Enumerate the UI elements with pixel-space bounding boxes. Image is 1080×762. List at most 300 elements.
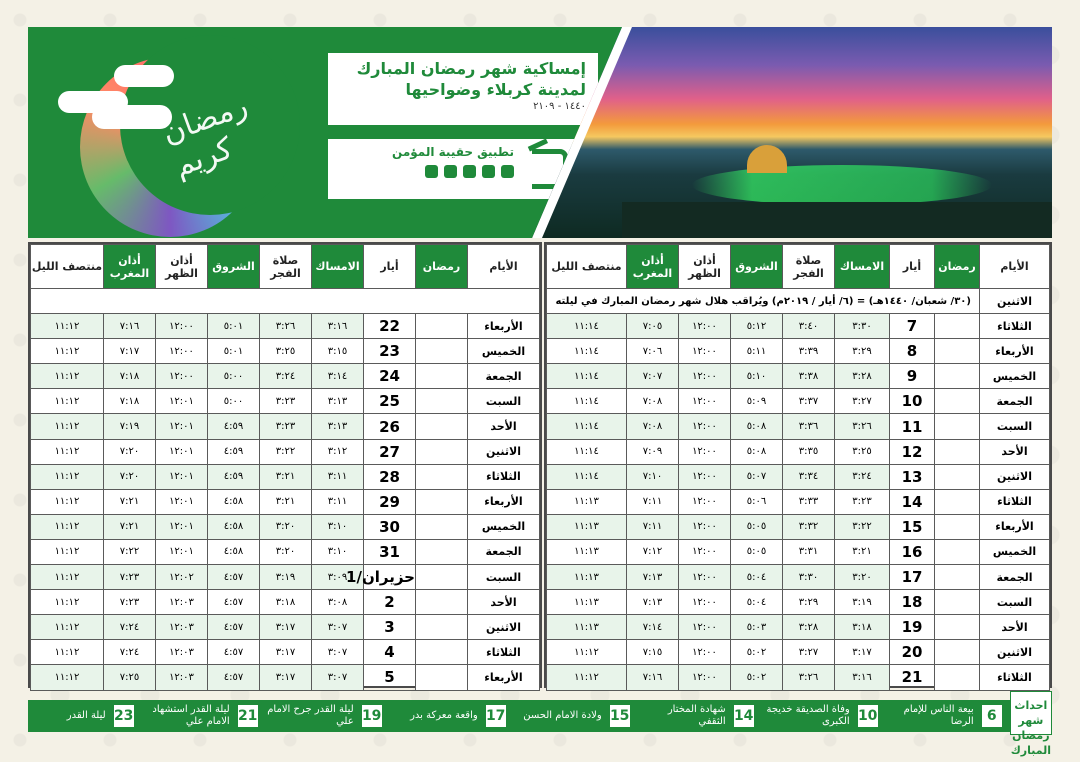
cell-midnight: ١١:١٢ [547,640,627,665]
google-play-icon[interactable] [501,165,514,178]
col-maghrib: أذان المغرب [104,245,156,289]
cell-ramadan [416,640,468,665]
telegram-icon[interactable] [425,165,438,178]
cell-dhuhr: ١٢:٠١ [156,514,208,539]
moon-sighting-note: (٣٠/ شعبان/ ١٤٤٠هـ) = (٦/ أيار / ٢٠١٩م) ويُراقب هلال شهر رمضان المبارك في ليلته [547,289,980,314]
event-text: ليلة القدر [66,710,106,721]
cell-ayar: 13 [890,464,935,489]
cell-midnight: ١١:١٢ [31,590,104,615]
cell-midnight: ١١:١٢ [31,615,104,640]
cell-maghrib: ٧:٠٧ [627,364,679,389]
table-row [31,514,540,539]
cell-ayar: 23 [364,339,416,364]
cell-maghrib: ٧:٠٥ [627,314,679,339]
cell-fajr: ٣:٣٣ [783,489,835,514]
cell-maghrib: ٧:١١ [627,514,679,539]
event-day-number: 21 [238,705,258,727]
cell-imsak: ٣:١٣ [312,389,364,414]
col-maghrib: أذان المغرب [627,245,679,289]
col-fajr: صلاة الفجر [260,245,312,289]
cell-midnight: ١١:١٣ [547,489,627,514]
cell-day: الثلاثاء [980,489,1050,514]
cell-day: الاثنين [468,615,540,640]
cell-maghrib: ٧:٢٣ [104,565,156,590]
cell-day: الخميس [980,364,1050,389]
cell-dhuhr: ١٢:٠١ [156,539,208,564]
cell-fajr: ٣:٢٢ [260,439,312,464]
cell-ramadan [416,615,468,640]
cell-maghrib: ٧:١٣ [627,565,679,590]
event-day-number: 14 [734,705,754,727]
event-item [510,700,634,732]
cell-imsak: ٣:٢٨ [835,364,890,389]
cell-midnight: ١١:١٢ [31,640,104,665]
cell-midnight: ١١:١٤ [547,339,627,364]
cell-ramadan [416,314,468,339]
cell-imsak: ٣:٢٧ [835,389,890,414]
cell-midnight: ١١:١٤ [547,389,627,414]
cell-dhuhr: ١٢:٠٠ [679,439,731,464]
cell-fajr: ٣:٢٦ [260,314,312,339]
cell-shurooq: ٤:٥٨ [208,489,260,514]
cell-ramadan [935,565,980,590]
cell-day: الجمعة [980,565,1050,590]
cell-ayar: 14 [890,489,935,514]
cell-dhuhr: ١٢:٠١ [156,389,208,414]
table-row [547,615,1050,640]
cell-maghrib: ٧:٠٦ [627,339,679,364]
cell-midnight: ١١:١٣ [547,565,627,590]
cell-shurooq: ٥:٠٨ [731,414,783,439]
cell-shurooq: ٤:٥٩ [208,439,260,464]
cell-imsak: ٣:٢٤ [835,464,890,489]
cell-maghrib: ٧:١٩ [104,414,156,439]
cell-day: الأحد [468,414,540,439]
table-row [547,514,1050,539]
cell-day: السبت [468,389,540,414]
event-item [138,700,262,732]
cell-day: الثلاثاء [980,314,1050,339]
table-row [31,439,540,464]
cell-ramadan [416,439,468,464]
cell-midnight: ١١:١٢ [31,439,104,464]
cell-imsak: ٣:١٤ [312,364,364,389]
cell-ayar: 16 [890,539,935,564]
cell-ayar: 18 [890,590,935,615]
shrine-dome [747,145,787,173]
cell-ramadan [416,489,468,514]
cell-ayar: 11 [890,414,935,439]
cell-day: الثلاثاء [980,665,1050,690]
cell-ayar: 17 [890,565,935,590]
cell-ramadan [416,514,468,539]
cell-imsak: ٣:٢١ [835,539,890,564]
app-promo [328,139,578,199]
col-midnight: منتصف الليل [31,245,104,289]
cell-maghrib: ٧:١٤ [627,615,679,640]
cell-dhuhr: ١٢:٠٠ [679,364,731,389]
event-item [758,700,882,732]
cell-maghrib: ٧:٢٠ [104,464,156,489]
event-text: شهادة المختار الثقفي [667,704,726,727]
table-row [31,615,540,640]
app-name: تطبيق حقيبة المؤمن [392,145,514,159]
col-shurooq: الشروق [731,245,783,289]
cell-dhuhr: ١٢:٠٠ [679,640,731,665]
cell-dhuhr: ١٢:٠٠ [679,389,731,414]
col-ramadan: رمضان [935,245,980,289]
cell-maghrib: ٧:٠٩ [627,439,679,464]
col-imsak: الامساك [835,245,890,289]
cell-midnight: ١١:١٢ [31,539,104,564]
cell-imsak: ٣:١٥ [312,339,364,364]
cell-ramadan [416,539,468,564]
cell-ayar: 5 [364,665,416,690]
cell-fajr: ٣:٢٥ [260,339,312,364]
cell-ayar: 27 [364,439,416,464]
cell-dhuhr: ١٢:٠٠ [679,414,731,439]
cell-maghrib: ٧:١٨ [104,389,156,414]
event-day-number: 15 [610,705,630,727]
cell-dhuhr: ١٢:٠٠ [156,339,208,364]
cell-ayar: 31 [364,539,416,564]
cell-day: الأربعاء [468,665,540,690]
cell-day: الأربعاء [980,339,1050,364]
cell-fajr: ٣:٣٠ [783,565,835,590]
cell-shurooq: ٤:٥٩ [208,414,260,439]
cell-ramadan [935,640,980,665]
cell-fajr: ٣:٢٠ [260,539,312,564]
cell-shurooq: ٤:٥٧ [208,565,260,590]
cell-day: الثلاثاء [468,464,540,489]
cloud-icon [114,65,174,87]
col-dhuhr: أذان الظهر [156,245,208,289]
events-footer [28,699,1052,757]
table-row [547,414,1050,439]
cell-shurooq: ٤:٥٨ [208,514,260,539]
cell-midnight: ١١:١٢ [31,364,104,389]
cell-maghrib: ٧:٢٤ [104,615,156,640]
cell-dhuhr: ١٢:٠٠ [679,615,731,640]
cell-imsak: ٣:٠٨ [312,590,364,615]
event-day-number: 10 [858,705,878,727]
cell-ramadan [416,590,468,615]
cell-shurooq: ٤:٥٩ [208,464,260,489]
cell-dhuhr: ١٢:٠١ [156,414,208,439]
table-row [31,389,540,414]
cell-midnight: ١١:١٢ [31,464,104,489]
cell-fajr: ٣:٣٥ [783,439,835,464]
event-text: ليلة القدر استشهاد الامام علي [152,704,230,727]
table-row [31,414,540,439]
cell-shurooq: ٤:٥٨ [208,539,260,564]
cell-midnight: ١١:١٢ [31,665,104,690]
cell-dhuhr: ١٢:٠١ [156,439,208,464]
event-text: واقعة معركة بدر [410,710,478,721]
cell-midnight: ١١:١٢ [31,514,104,539]
cell-dhuhr: ١٢:٠١ [156,464,208,489]
cell-shurooq: ٥:٠٩ [731,389,783,414]
cell-ayar: 30 [364,514,416,539]
cell-ayar: 2 [364,590,416,615]
cell-shurooq: ٥:٠١ [208,314,260,339]
cell-day: الجمعة [468,364,540,389]
cell-day: الجمعة [980,389,1050,414]
cell-shurooq: ٥:٠٧ [731,464,783,489]
cell-maghrib: ٧:٠٨ [627,389,679,414]
cell-fajr: ٣:٢٦ [783,665,835,690]
cell-day: الأربعاء [468,489,540,514]
cell-dhuhr: ١٢:٠٣ [156,640,208,665]
cell-dhuhr: ١٢:٠٠ [679,464,731,489]
cell-ayar: 19 [890,615,935,640]
col-dhuhr: أذان الظهر [679,245,731,289]
cell-midnight: ١١:١٢ [31,414,104,439]
table-row [31,640,540,665]
col-ramadan: رمضان [416,245,468,289]
table-row [31,565,540,590]
cell-fajr: ٣:١٩ [260,565,312,590]
cell-midnight: ١١:١٢ [31,389,104,414]
cell-midnight: ١١:١٢ [31,489,104,514]
apple-icon[interactable] [482,165,495,178]
cell-midnight: ١١:١٤ [547,314,627,339]
cell-midnight: ١١:١٢ [31,565,104,590]
event-text: ليلة القدر جرح الامام علي [267,704,354,727]
cell-shurooq: ٥:٠٥ [731,514,783,539]
col-ayar: أيار [890,245,935,289]
cell-ayar: 24 [364,364,416,389]
cell-ramadan [935,514,980,539]
cell-shurooq: ٥:٠٠ [208,364,260,389]
cell-fajr: ٣:١٧ [260,615,312,640]
cell-dhuhr: ١٢:٠٠ [679,489,731,514]
table-row [31,665,540,690]
cell-midnight: ١١:١٤ [547,364,627,389]
schedule-table-right [544,242,1052,688]
cell-ramadan [935,665,980,690]
page-subtitle: لمدينة كربلاء وضواحيها [405,80,586,99]
cell-maghrib: ٧:٢١ [104,489,156,514]
cell-fajr: ٣:٢٧ [783,640,835,665]
cell-day: الجمعة [468,539,540,564]
cell-day: الثلاثاء [468,640,540,665]
cell-maghrib: ٧:٢١ [104,514,156,539]
table-row [547,665,1050,690]
year-line: ١٤٤٠ - ٢١٠٩ [533,101,586,112]
instagram-icon[interactable] [463,165,476,178]
col-fajr: صلاة الفجر [783,245,835,289]
cell-ramadan [416,364,468,389]
cell-dhuhr: ١٢:٠٠ [679,314,731,339]
cell-ayar: 10 [890,389,935,414]
table-row [547,640,1050,665]
cell-day: الخميس [468,514,540,539]
cell-ramadan [416,665,468,690]
cell-ramadan [935,439,980,464]
cell-fajr: ٣:٣٧ [783,389,835,414]
cell-shurooq: ٤:٥٧ [208,640,260,665]
cell-dhuhr: ١٢:٠٣ [156,615,208,640]
cell-ayar: 25 [364,389,416,414]
cell-dhuhr: ١٢:٠٠ [679,539,731,564]
cell-imsak: ٣:١٩ [835,590,890,615]
event-day-number: 19 [362,705,382,727]
facebook-icon[interactable] [444,165,457,178]
cell-shurooq: ٤:٥٧ [208,615,260,640]
event-item [634,700,758,732]
cell-imsak: ٣:١٧ [835,640,890,665]
cell-shurooq: ٥:٠٥ [731,539,783,564]
table-row [547,539,1050,564]
cell-maghrib: ٧:١٦ [627,665,679,690]
page-title: إمساكية شهر رمضان المبارك [356,59,586,78]
cell-dhuhr: ١٢:٠١ [156,489,208,514]
cell-imsak: ٣:٠٧ [312,640,364,665]
cell-ramadan [416,339,468,364]
table-row [547,389,1050,414]
cell-ayar: 20 [890,640,935,665]
cell-ramadan [935,389,980,414]
cell-dhuhr: ١٢:٠٣ [156,665,208,690]
table-row [547,590,1050,615]
title-box [328,53,598,125]
cell-maghrib: ٧:٢٣ [104,590,156,615]
cell-ayar: 21 [890,665,935,690]
cell-day: الاثنين [468,439,540,464]
cell-ayar: حزيران/1 [364,565,416,590]
cell-fajr: ٣:٢٤ [260,364,312,389]
cell-day: الخميس [468,339,540,364]
cell-fajr: ٣:٢١ [260,464,312,489]
cell-day: الاثنين [980,464,1050,489]
cell-maghrib: ٧:١٧ [104,339,156,364]
cell-shurooq: ٥:١٢ [731,314,783,339]
cell-ramadan [935,489,980,514]
cell-maghrib: ٧:١٣ [627,590,679,615]
cell-imsak: ٣:١٨ [835,615,890,640]
cell-midnight: ١١:١٢ [547,665,627,690]
cell-day: السبت [468,565,540,590]
note-day: الاثنين [980,289,1050,314]
cell-fajr: ٣:٣٢ [783,514,835,539]
col-days: الأيام [468,245,540,289]
cell-fajr: ٣:٣٩ [783,339,835,364]
event-day-number: 23 [114,705,134,727]
cell-shurooq: ٥:٠٤ [731,565,783,590]
cell-dhuhr: ١٢:٠٠ [156,364,208,389]
cell-midnight: ١١:١٣ [547,514,627,539]
col-ayar: أيار [364,245,416,289]
event-item [882,700,1006,732]
cell-imsak: ٣:٠٩ [312,565,364,590]
cell-fajr: ٣:١٨ [260,590,312,615]
event-day-number: 17 [486,705,506,727]
cell-imsak: ٣:٠٧ [312,615,364,640]
cell-maghrib: ٧:١٦ [104,314,156,339]
cell-imsak: ٣:٠٧ [312,665,364,690]
cell-ramadan [935,314,980,339]
cell-fajr: ٣:٢١ [260,489,312,514]
schedule-table-left [28,242,542,688]
cell-fajr: ٣:٢٠ [260,514,312,539]
shrine-photo [532,27,1052,238]
cell-maghrib: ٧:٢٤ [104,640,156,665]
cell-ramadan [935,590,980,615]
cell-maghrib: ٧:١٢ [627,539,679,564]
cell-midnight: ١١:١٤ [547,414,627,439]
cell-dhuhr: ١٢:٠٠ [679,590,731,615]
table-row [31,590,540,615]
cell-ramadan [935,615,980,640]
events-heading: احداث شهر رمضان المبارك [1010,691,1052,735]
cell-shurooq: ٥:٠٤ [731,590,783,615]
event-text: وفاة الصديقة خديجة الكبرى [766,704,850,727]
cell-shurooq: ٥:٠٣ [731,615,783,640]
cell-day: السبت [980,414,1050,439]
cell-day: الاثنين [980,640,1050,665]
table-row [31,314,540,339]
cell-dhuhr: ١٢:٠٠ [679,514,731,539]
cell-fajr: ٣:١٧ [260,665,312,690]
table-row [547,314,1050,339]
ramadan-kareem-calligraphy: رمضان كريم [157,88,253,185]
cell-midnight: ١١:١٤ [547,439,627,464]
cell-ayar: 7 [890,314,935,339]
cell-fajr: ٣:٢٣ [260,389,312,414]
col-imsak: الامساك [312,245,364,289]
col-days: الأيام [980,245,1050,289]
cell-imsak: ٣:٢٣ [835,489,890,514]
cell-fajr: ٣:٣١ [783,539,835,564]
cell-midnight: ١١:١٤ [547,464,627,489]
cell-shurooq: ٥:١١ [731,339,783,364]
cell-maghrib: ٧:٢٥ [104,665,156,690]
col-shurooq: الشروق [208,245,260,289]
table-row [31,539,540,564]
table-row [547,439,1050,464]
cell-fajr: ٣:١٧ [260,640,312,665]
table-row [31,364,540,389]
event-item [262,700,386,732]
cell-ayar: 15 [890,514,935,539]
cell-day: الأحد [980,615,1050,640]
event-day-number: 6 [982,705,1002,727]
cell-ayar: 3 [364,615,416,640]
cell-ramadan [935,364,980,389]
cell-imsak: ٣:١٠ [312,539,364,564]
cell-ayar: 26 [364,414,416,439]
cell-day: الأحد [468,590,540,615]
cell-ayar: 12 [890,439,935,464]
cell-dhuhr: ١٢:٠٠ [156,314,208,339]
cell-imsak: ٣:٢٩ [835,339,890,364]
cell-dhuhr: ١٢:٠٠ [679,339,731,364]
cell-midnight: ١١:١٣ [547,539,627,564]
cell-imsak: ٣:١٦ [835,665,890,690]
cell-midnight: ١١:١٣ [547,590,627,615]
cell-fajr: ٣:٣٤ [783,464,835,489]
cell-ramadan [416,464,468,489]
cell-fajr: ٣:٣٦ [783,414,835,439]
cell-shurooq: ٥:٠١ [208,339,260,364]
cell-dhuhr: ١٢:٠٠ [679,665,731,690]
cell-shurooq: ٥:٠٢ [731,665,783,690]
cell-shurooq: ٥:٠٨ [731,439,783,464]
cell-dhuhr: ١٢:٠٣ [156,590,208,615]
cell-fajr: ٣:٣٨ [783,364,835,389]
table-row [547,565,1050,590]
